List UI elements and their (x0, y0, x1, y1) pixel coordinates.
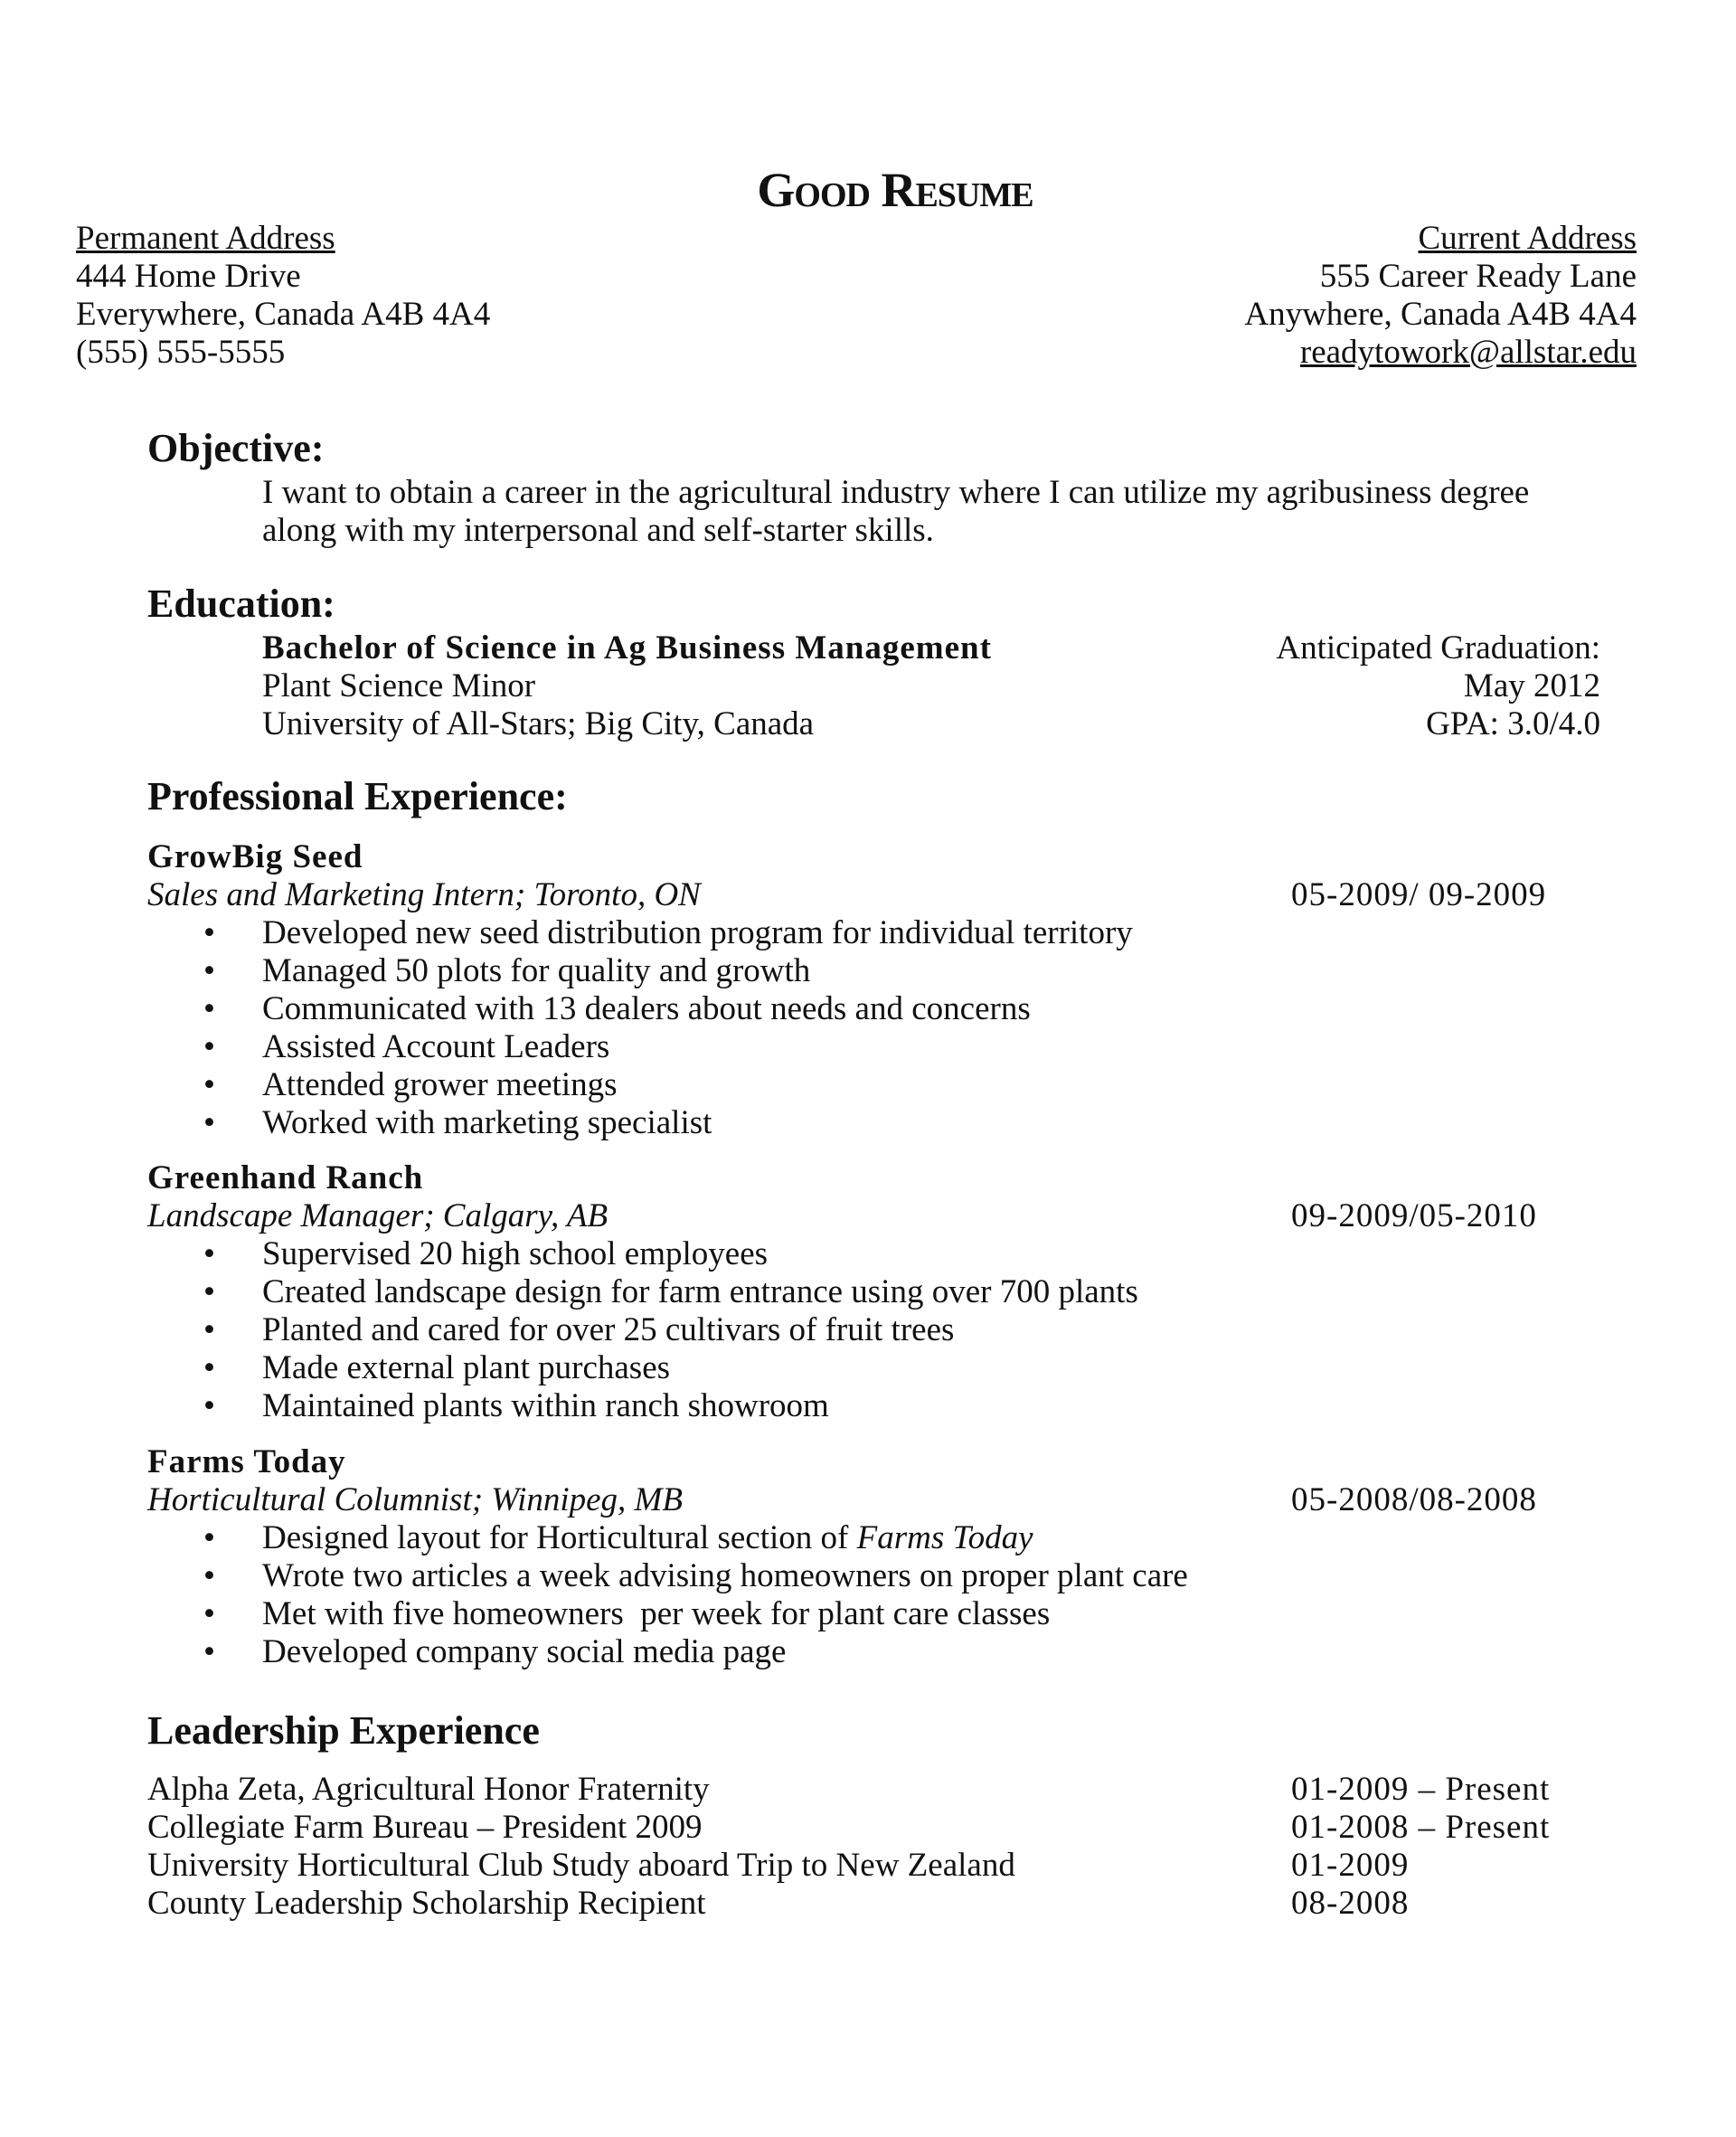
list-item: • Created landscape design for farm entrance using over 700 plants (203, 1273, 1138, 1310)
graduation-info (1175, 629, 1600, 743)
leadership-item: County Leadership Scholarship Recipient (147, 1885, 706, 1922)
graduation-label: Anticipated Graduation: (1276, 629, 1600, 667)
current-address-heading: Current Address (1418, 220, 1637, 257)
list-item: • Maintained plants within ranch showroom (203, 1387, 829, 1424)
school: University of All-Stars; Big City, Canada (262, 705, 815, 742)
permanent-address-heading: Permanent Address (76, 220, 335, 257)
list-item: • Developed company social media page (203, 1633, 787, 1670)
list-item: • Designed layout for Horticultural section of Farms Today (203, 1519, 1033, 1556)
leadership-date: 01-2009 – Present (1291, 1771, 1551, 1808)
list-item: • Managed 50 plots for quality and growth (203, 952, 811, 989)
company-name: Greenhand Ranch (147, 1159, 424, 1196)
job-dates: 09-2009/05-2010 (1291, 1197, 1537, 1234)
phone-number: (555) 555-5555 (76, 334, 286, 371)
current-city: Anywhere, Canada A4B 4A4 (1244, 296, 1637, 333)
leadership-item: Alpha Zeta, Agricultural Honor Fraternity (147, 1771, 710, 1808)
job-role: Sales and Marketing Intern; Toronto, ON (147, 876, 701, 913)
list-item: • Planted and cared for over 25 cultivars of fruit trees (203, 1311, 955, 1348)
bullet-list (147, 1519, 1188, 1671)
education-details (262, 629, 992, 743)
leadership-date: 08-2008 (1291, 1885, 1410, 1922)
job-greenhand (147, 1159, 1138, 1425)
permanent-city: Everywhere, Canada A4B 4A4 (76, 296, 491, 333)
list-item: • Supervised 20 high school employees (203, 1235, 769, 1272)
leadership-heading: Leadership Experience (147, 1708, 540, 1753)
permanent-address (76, 220, 709, 372)
list-item: • Made external plant purchases (203, 1349, 671, 1386)
permanent-street: 444 Home Drive (76, 258, 301, 295)
bullet-list (147, 1235, 1138, 1425)
objective-line-1: I want to obtain a career in the agricultural industry where I can utilize my agribusiness degree (262, 474, 1530, 511)
job-dates: 05-2009/ 09-2009 (1291, 876, 1547, 913)
gpa: GPA: 3.0/4.0 (1426, 705, 1600, 742)
bullet-list (147, 914, 1133, 1142)
page-title: Good Resume (757, 163, 1033, 217)
publication-title: Farms Today (856, 1519, 1033, 1556)
list-item: • Attended grower meetings (203, 1066, 618, 1103)
job-dates: 05-2008/08-2008 (1291, 1481, 1537, 1518)
list-item: • Developed new seed distribution program for individual territory (203, 914, 1133, 951)
leadership-date: 01-2008 – Present (1291, 1809, 1551, 1846)
education-heading: Education: (147, 582, 335, 626)
job-role: Landscape Manager; Calgary, AB (147, 1197, 609, 1234)
company-name: GrowBig Seed (147, 838, 363, 875)
objective-line-2: along with my interpersonal and self-starter skills. (262, 512, 934, 549)
graduation-date: May 2012 (1463, 667, 1600, 704)
current-address (1004, 220, 1637, 372)
leadership-item: Collegiate Farm Bureau – President 2009 (147, 1809, 703, 1846)
list-item: • Wrote two articles a week advising homeowners on proper plant care (203, 1557, 1188, 1594)
job-role: Horticultural Columnist; Winnipeg, MB (147, 1481, 683, 1518)
job-growbig (147, 838, 1133, 1142)
list-item: • Assisted Account Leaders (203, 1028, 610, 1065)
email-link[interactable]: readytowork@allstar.edu (1299, 334, 1637, 371)
company-name: Farms Today (147, 1443, 346, 1480)
current-street: 555 Career Ready Lane (1319, 258, 1637, 295)
objective-text (262, 474, 1529, 550)
list-item: • Communicated with 13 dealers about needs and concerns (203, 990, 1031, 1027)
objective-heading: Objective: (147, 426, 325, 470)
professional-heading: Professional Experience: (147, 774, 568, 818)
minor: Plant Science Minor (262, 667, 536, 704)
job-farms-today (147, 1443, 1188, 1671)
list-item: • Met with five homeowners per week for plant care classes (203, 1595, 1051, 1632)
degree: Bachelor of Science in Ag Business Management (262, 629, 992, 667)
list-item: • Worked with marketing specialist (203, 1104, 712, 1141)
leadership-item: University Horticultural Club Study aboard Trip to New Zealand (147, 1847, 1015, 1884)
leadership-date: 01-2009 (1291, 1847, 1410, 1884)
